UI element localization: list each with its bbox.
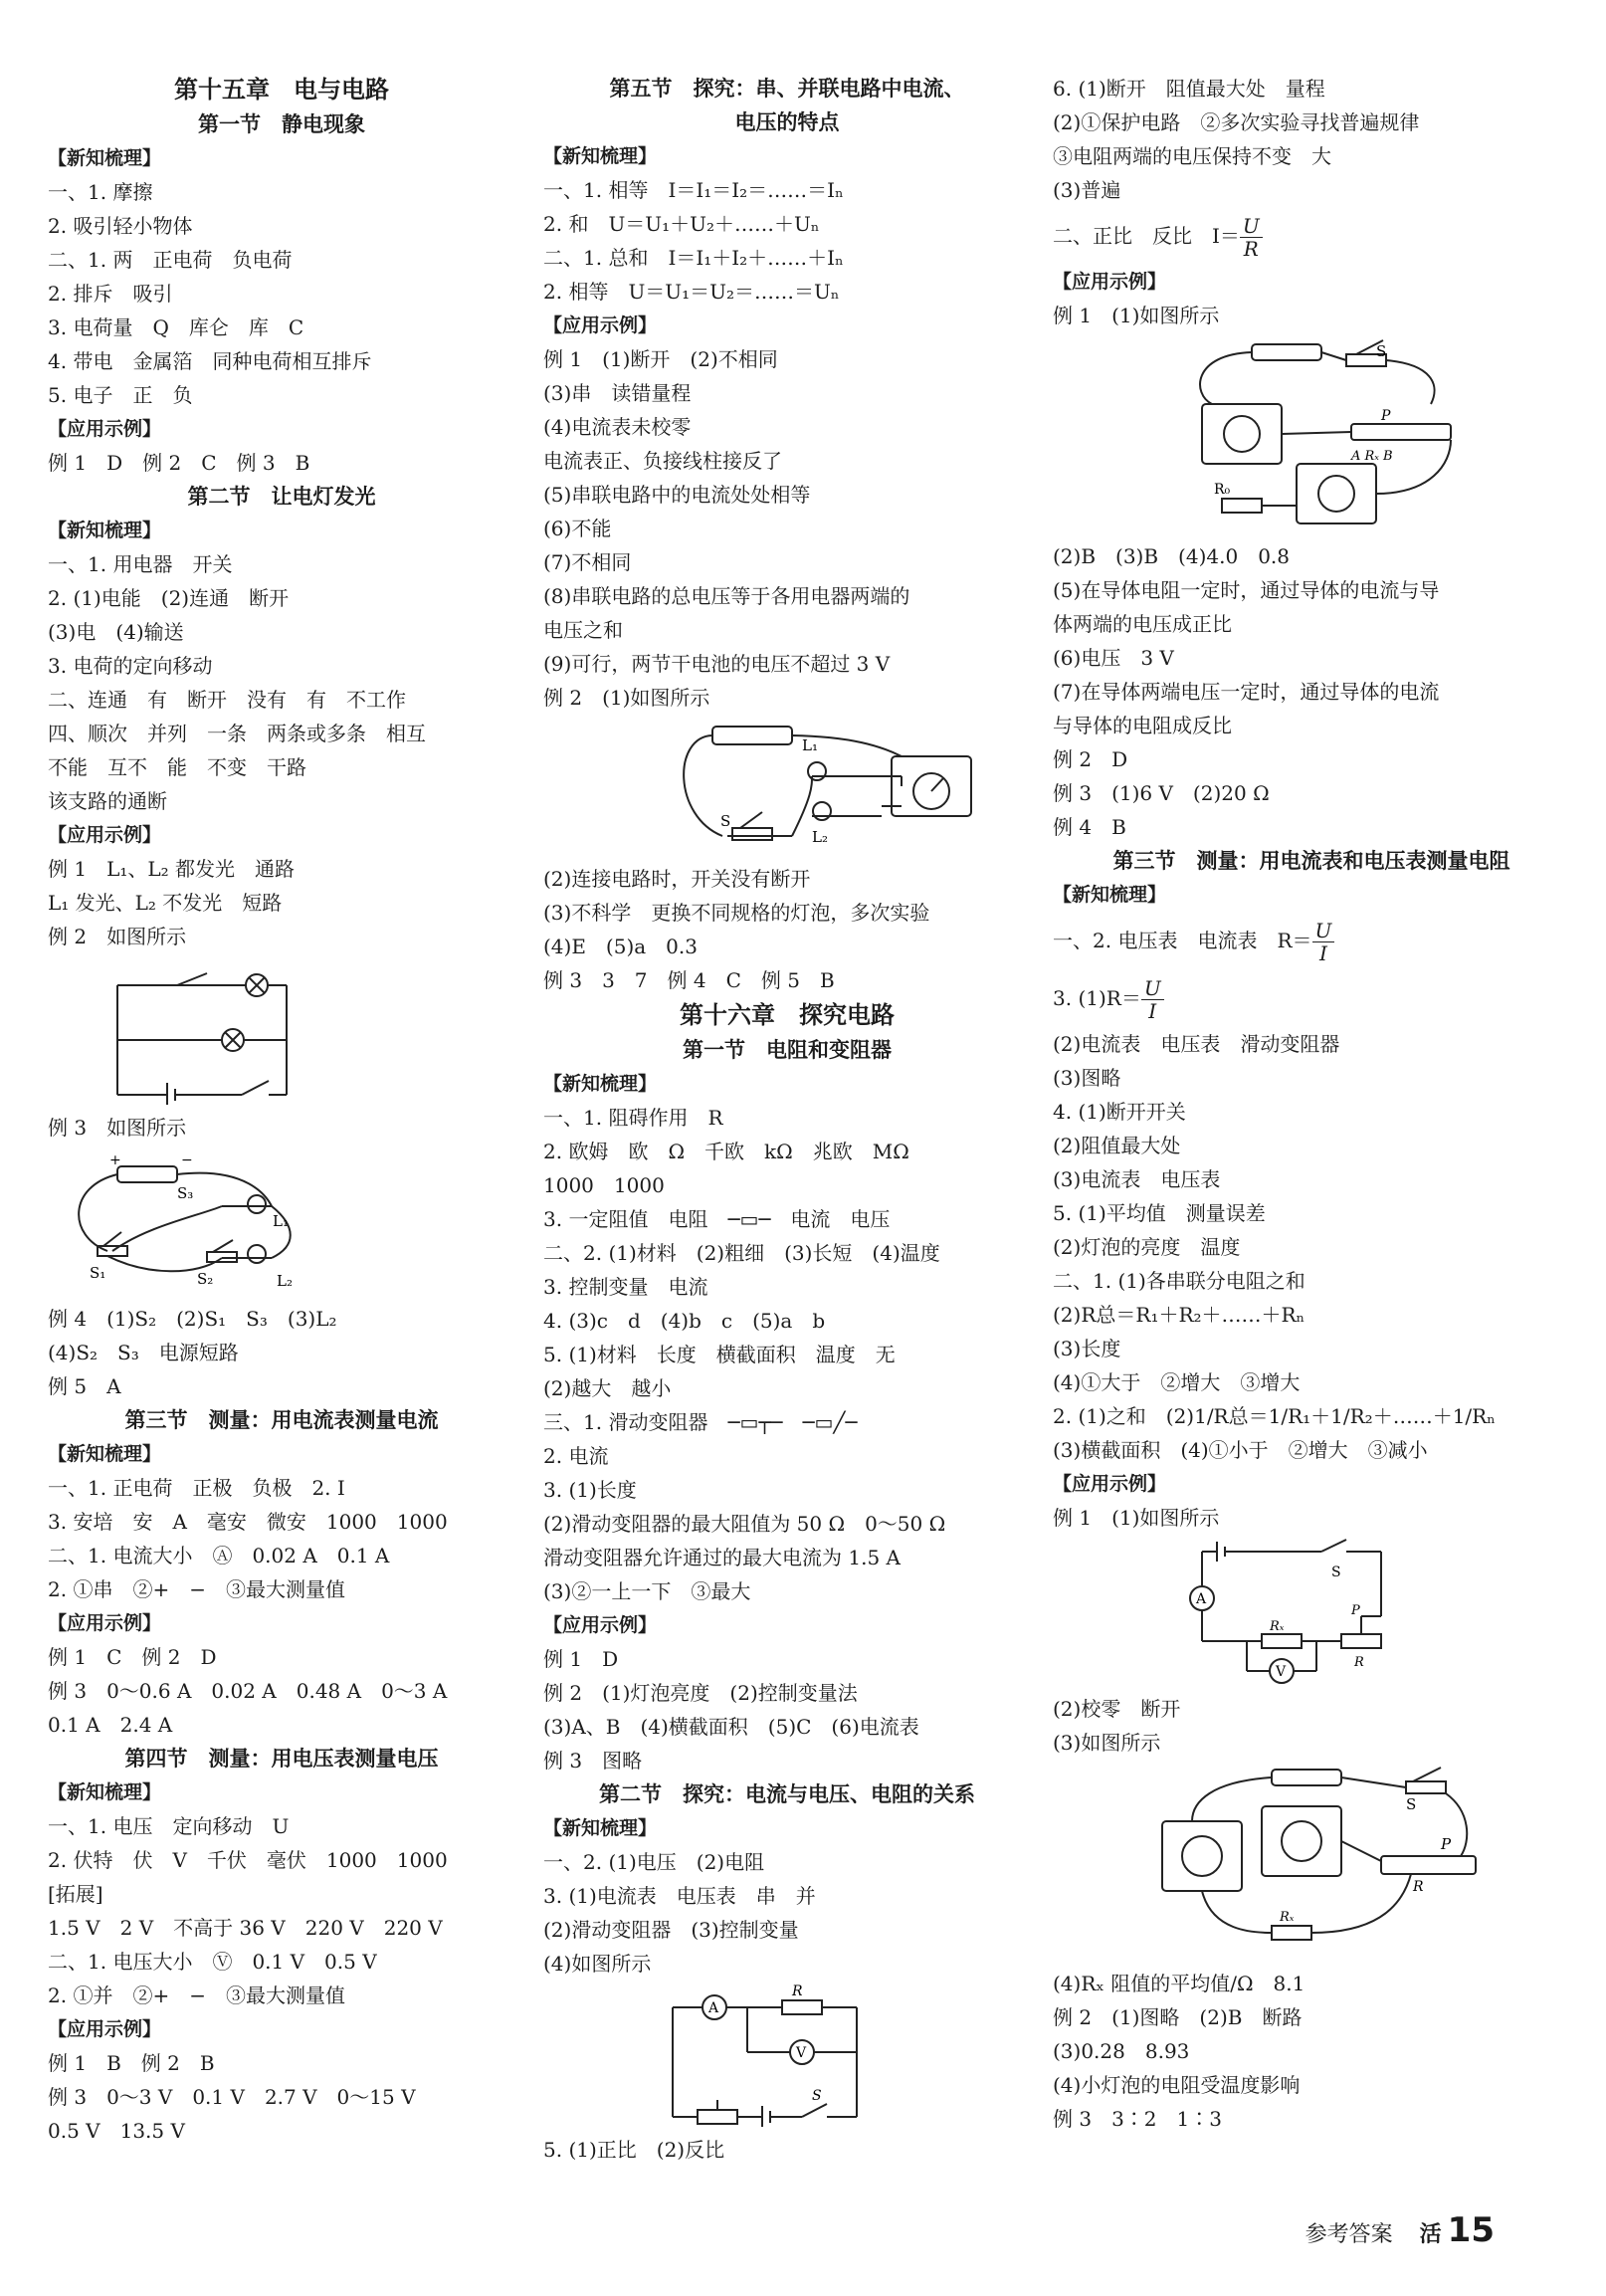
answer-line: 一、1. 相等 I＝I₁＝I₂＝……＝Iₙ	[543, 178, 844, 202]
answer-line: 一、2. (1)电压 (2)电阻	[543, 1850, 765, 1874]
svg-text:Rₓ: Rₓ	[1270, 1619, 1285, 1634]
answer-line: (2)电流表 电压表 滑动变阻器	[1053, 1032, 1340, 1056]
answer-line: (3)A、B (4)横截面积 (5)C (6)电流表	[543, 1715, 919, 1739]
section-tag: 【新知梳理】	[543, 1073, 658, 1095]
denominator: R	[1243, 237, 1259, 261]
svg-text:P: P	[1441, 1835, 1452, 1853]
section-tag: 【新知梳理】	[48, 147, 162, 169]
svg-text:L₁: L₁	[802, 736, 818, 754]
answer-line: 2. 排斥 吸引	[48, 282, 173, 306]
answer-line: 二、2. (1)材料 (2)粗细 (3)长短 (4)温度	[543, 1241, 940, 1265]
circuit-diagram	[48, 1147, 515, 1296]
section-title: 第二节 探究：电流与电压、电阻的关系	[599, 1782, 975, 1806]
svg-text:V: V	[796, 2045, 807, 2061]
answer-line: 电压之和	[543, 618, 623, 642]
answer-line: 2. 伏特 伏 V 千伏 毫伏 1000 1000	[48, 1848, 448, 1872]
answer-line: 一、1. 阻碍作用 R	[543, 1106, 723, 1130]
answer-line: 二、1. (1)各串联分电阻之和	[1053, 1269, 1305, 1293]
svg-text:S: S	[1406, 1795, 1417, 1813]
answer-line: 例 3 0～3 V 0.1 V 2.7 V 0～15 V	[48, 2085, 416, 2109]
footer-label: 参考答案	[1305, 2222, 1393, 2247]
answer-line: 例 1 (1)如图所示	[1053, 304, 1220, 327]
denominator: I	[1318, 941, 1327, 965]
page-number: 15	[1447, 2210, 1495, 2250]
answer-line: 一、1. 正电荷 正极 负极 2. I	[48, 1476, 345, 1500]
svg-text:−: −	[181, 1152, 193, 1168]
circuit-diagram	[653, 1983, 1031, 2127]
answer-line: 例 1 L₁、L₂ 都发光 通路	[48, 857, 296, 881]
circuit-diagram	[653, 717, 1031, 856]
chapter-title: 第十六章 探究电路	[680, 1001, 895, 1029]
answer-line: 二、连通 有 断开 没有 有 不工作	[48, 688, 406, 712]
answer-line: 例 1 D 例 2 C 例 3 B	[48, 451, 310, 475]
answer-line: (3)横截面积 (4)①小于 ②增大 ③减小	[1053, 1438, 1428, 1462]
answer-line: 2. 和 U＝U₁＋U₂＋……＋Uₙ	[543, 212, 820, 236]
answer-line: (2)滑动变阻器 (3)控制变量	[543, 1918, 799, 1942]
answer-line: 4. (3)c d (4)b c (5)a b	[543, 1309, 826, 1333]
answer-line: 5. 电子 正 负	[48, 383, 193, 407]
answer-line: 5. (1)材料 长度 横截面积 温度 无	[543, 1343, 896, 1366]
fraction	[1141, 977, 1164, 1022]
answer-line: 例 2 (1)如图所示	[543, 686, 710, 710]
answer-line: 1.5 V 2 V 不高于 36 V 220 V 220 V	[48, 1916, 443, 1940]
answer-line: 一、1. 用电器 开关	[48, 552, 233, 576]
answer-line: 二、1. 电压大小 Ⓥ 0.1 V 0.5 V	[48, 1950, 377, 1974]
answer-line: 二、1. 两 正电荷 负电荷	[48, 248, 293, 272]
page-footer	[1305, 2210, 1495, 2250]
answer-line: 2. (1)之和 (2)1/R总＝1/R₁＋1/R₂＋……＋1/Rₙ	[1053, 1404, 1496, 1428]
answer-line: 3. 控制变量 电流	[543, 1275, 708, 1299]
footer-prefix: 活	[1419, 2222, 1442, 2247]
section-title: 第四节 测量：用电压表测量电压	[124, 1747, 439, 1771]
answer-line: 例 3 0～0.6 A 0.02 A 0.48 A 0～3 A	[48, 1679, 448, 1703]
fraction	[1312, 920, 1335, 964]
answer-line: 与导体的电阻成反比	[1053, 714, 1232, 737]
circuit-diagram	[1152, 1762, 1570, 1961]
numerator: U	[1312, 920, 1335, 942]
answer-line: 例 3 如图所示	[48, 1116, 187, 1140]
section-title: 第五节 探究：串、并联电路中电流、	[609, 77, 965, 101]
answer-line: 2. 欧姆 欧 Ω 千欧 kΩ 兆欧 MΩ	[543, 1140, 909, 1163]
answer-line: (4)S₂ S₃ 电源短路	[48, 1341, 239, 1364]
answer-line: (2)校零 断开	[1053, 1697, 1181, 1721]
answer-line: 四、顺次 并列 一条 两条或多条 相互	[48, 722, 426, 745]
answer-line: 例 1 C 例 2 D	[48, 1645, 217, 1669]
answer-line: 一、1. 摩擦	[48, 180, 153, 204]
section-tag: 【应用示例】	[543, 314, 658, 336]
answer-line: 0.1 A 2.4 A	[48, 1713, 173, 1737]
answer-line: (4)如图所示	[543, 1952, 652, 1976]
svg-text:R: R	[1354, 1655, 1364, 1670]
section-tag: 【新知梳理】	[1053, 884, 1167, 906]
section-tag: 【应用示例】	[48, 1612, 162, 1634]
answer-line: (4)①大于 ②增大 ③增大	[1053, 1370, 1301, 1394]
answer-line: 电流表正、负接线柱接反了	[543, 449, 782, 473]
answer-line: 例 5 A	[48, 1374, 121, 1398]
answer-line: (5)在导体电阻一定时，通过导体的电流与导	[1053, 578, 1440, 602]
answer-line: (4)小灯泡的电阻受温度影响	[1053, 2073, 1301, 2097]
section-tag: 【应用示例】	[1053, 271, 1167, 293]
answer-line: 例 3 3 7 例 4 C 例 5 B	[543, 968, 835, 992]
answer-line: (2)R总＝R₁＋R₂＋……＋Rₙ	[1053, 1303, 1305, 1327]
svg-text:A: A	[1196, 1591, 1207, 1607]
denominator: I	[1148, 999, 1157, 1023]
answer-line: 3. 安培 安 A 毫安 微安 1000 1000	[48, 1510, 448, 1534]
answer-line: 例 4 B	[1053, 815, 1126, 839]
svg-text:A Rₓ B: A Rₓ B	[1351, 449, 1393, 464]
svg-text:R: R	[792, 1983, 803, 1999]
answer-line: 滑动变阻器允许通过的最大电流为 1.5 A	[543, 1546, 901, 1569]
answer-line: 该支路的通断	[48, 789, 167, 813]
answer-line: 一、1. 电压 定向移动 U	[48, 1814, 290, 1838]
answer-line: 3. 一定阻值 电阻 ─▭─ 电流 电压	[543, 1207, 891, 1231]
answer-line: (3)普遍	[1053, 178, 1121, 202]
answer-line: 例 2 如图所示	[48, 925, 187, 948]
answer-line: 0.5 V 13.5 V	[48, 2119, 185, 2143]
svg-text:S: S	[720, 812, 731, 830]
section-title: 第二节 让电灯发光	[187, 485, 376, 509]
svg-text:P: P	[1351, 1603, 1360, 1618]
svg-text:A: A	[708, 2000, 719, 2016]
section-tag: 【应用示例】	[48, 2018, 162, 2040]
svg-text:+: +	[109, 1152, 121, 1168]
answer-line: (9)可行，两节干电池的电压不超过 3 V	[543, 652, 891, 676]
answer-line: (3)图略	[1053, 1066, 1121, 1090]
section-tag: 【应用示例】	[48, 824, 162, 846]
answer-line: (8)串联电路的总电压等于各用电器两端的	[543, 584, 910, 608]
section-title: 电压的特点	[734, 110, 840, 134]
answer-line: (5)串联电路中的电流处处相等	[543, 483, 811, 507]
answer-line: 4. 带电 金属箔 同种电荷相互排斥	[48, 349, 372, 373]
answer-line: 5. (1)平均值 测量误差	[1053, 1201, 1266, 1225]
svg-text:S: S	[812, 2088, 822, 2104]
svg-text:Rₓ: Rₓ	[1280, 1910, 1295, 1925]
circuit-diagram	[1152, 1537, 1570, 1686]
formula-prefix: 一、2. 电压表 电流表 R＝	[1053, 929, 1312, 952]
formula-prefix: 3. (1)R＝	[1053, 986, 1141, 1010]
section-tag: 【应用示例】	[48, 418, 162, 440]
answer-line: (7)不相同	[543, 550, 632, 574]
answer-line: 例 4 (1)S₂ (2)S₁ S₃ (3)L₂	[48, 1307, 337, 1331]
numerator: U	[1240, 215, 1263, 238]
svg-text:P: P	[1381, 408, 1391, 424]
answer-line: (4)Rₓ 阻值的平均值/Ω 8.1	[1053, 1972, 1305, 1995]
answer-line: (2)滑动变阻器的最大阻值为 50 Ω 0～50 Ω	[543, 1512, 946, 1536]
answer-line: 二、1. 总和 I＝I₁＋I₂＋……＋Iₙ	[543, 246, 844, 270]
answer-line: 2. ①并 ②+ − ③最大测量值	[48, 1983, 345, 2007]
svg-text:L₁: L₁	[273, 1212, 289, 1230]
answer-line: (3)如图所示	[1053, 1731, 1161, 1755]
answer-line: (2)B (3)B (4)4.0 0.8	[1053, 544, 1290, 568]
answer-line: (3)长度	[1053, 1337, 1121, 1360]
answer-line: (2)连接电路时，开关没有断开	[543, 867, 811, 891]
answer-line: 二、1. 电流大小 Ⓐ 0.02 A 0.1 A	[48, 1544, 390, 1567]
answer-line: [拓展]	[48, 1882, 103, 1906]
answer-column-1	[48, 72, 515, 2148]
chapter-title: 第十五章 电与电路	[174, 76, 389, 104]
svg-text:R: R	[1413, 1879, 1424, 1895]
answer-line: (3)0.28 8.93	[1053, 2039, 1190, 2063]
svg-text:S: S	[1331, 1565, 1341, 1580]
answer-line: 3. 电荷量 Q 库仑 库 C	[48, 315, 304, 339]
answer-line: 4. (1)断开开关	[1053, 1100, 1186, 1124]
answer-line: (3)电流表 电压表	[1053, 1167, 1221, 1191]
section-tag: 【应用示例】	[543, 1614, 658, 1636]
answer-line: (2)①保护电路 ②多次实验寻找普遍规律	[1053, 110, 1420, 134]
answer-column-3	[1053, 72, 1570, 2136]
section-tag: 【新知梳理】	[48, 1443, 162, 1465]
answer-line: (3)串 读错量程	[543, 381, 692, 405]
answer-line: 2. ①串 ②+ − ③最大测量值	[48, 1577, 345, 1601]
answer-line: (4)电流表未校零	[543, 415, 692, 439]
answer-line: L₁ 发光、L₂ 不发光 短路	[48, 891, 283, 915]
answer-line: 例 1 (1)如图所示	[1053, 1506, 1220, 1530]
answer-line: (2)阻值最大处	[1053, 1134, 1181, 1157]
answer-line: (6)电压 3 V	[1053, 646, 1174, 670]
answer-line: 2. 电流	[543, 1444, 609, 1468]
answer-line: 例 3 图略	[543, 1749, 643, 1773]
answer-line: (2)灯泡的亮度 温度	[1053, 1235, 1241, 1259]
section-title: 第三节 测量：用电流表测量电流	[124, 1408, 439, 1432]
answer-line: 例 3 (1)6 V (2)20 Ω	[1053, 781, 1270, 805]
answer-line: 例 2 D	[1053, 747, 1128, 771]
answer-line: (2)越大 越小	[543, 1376, 672, 1400]
answer-line: (3)②一上一下 ③最大	[543, 1579, 751, 1603]
section-tag: 【新知梳理】	[48, 520, 162, 541]
answer-line	[1053, 912, 1570, 969]
svg-text:L₂: L₂	[277, 1272, 293, 1290]
numerator: U	[1141, 977, 1164, 1000]
answer-line: 体两端的电压成正比	[1053, 612, 1232, 636]
answer-line: 2. 吸引轻小物体	[48, 214, 193, 238]
section-tag: 【新知梳理】	[48, 1781, 162, 1803]
section-title: 第一节 电阻和变阻器	[683, 1038, 892, 1062]
circuit-diagram	[48, 955, 515, 1105]
fraction	[1240, 215, 1263, 260]
svg-text:V: V	[1276, 1664, 1287, 1680]
svg-text:S₂: S₂	[197, 1270, 214, 1288]
answer-line: 6. (1)断开 阻值最大处 量程	[1053, 77, 1325, 101]
formula-prefix: 二、正比 反比 I＝	[1053, 224, 1240, 248]
answer-line: 例 2 (1)图略 (2)B 断路	[1053, 2005, 1303, 2029]
circuit-diagram	[1152, 334, 1570, 533]
answer-line: 例 3 3∶2 1∶3	[1053, 2107, 1222, 2131]
answer-line	[1053, 207, 1570, 265]
answer-line: (4)E (5)a 0.3	[543, 935, 698, 958]
section-tag: 【应用示例】	[1053, 1473, 1167, 1495]
answer-line: 例 1 (1)断开 (2)不相同	[543, 347, 778, 371]
answer-line: (3)电 (4)输送	[48, 620, 184, 644]
answer-line	[1053, 969, 1570, 1027]
svg-text:S: S	[1376, 342, 1387, 360]
svg-text:S₁: S₁	[90, 1264, 106, 1282]
section-tag: 【新知梳理】	[543, 1817, 658, 1839]
svg-text:R₀: R₀	[1214, 482, 1231, 498]
answer-column-2	[543, 72, 1031, 2167]
answer-line: 5. (1)正比 (2)反比	[543, 2138, 725, 2162]
svg-text:L₂: L₂	[812, 828, 828, 846]
answer-line: (6)不能	[543, 517, 612, 540]
section-title: 第一节 静电现象	[198, 112, 365, 136]
answer-line: 2. 相等 U＝U₁＝U₂＝……＝Uₙ	[543, 280, 840, 304]
section-title: 第三节 测量：用电流表和电压表测量电阻	[1112, 849, 1510, 873]
answer-line: 例 1 B 例 2 B	[48, 2051, 215, 2075]
answer-line: (3)不科学 更换不同规格的灯泡，多次实验	[543, 901, 930, 925]
svg-text:S₃: S₃	[177, 1184, 194, 1202]
answer-line: 2. (1)电能 (2)连通 断开	[48, 586, 290, 610]
answer-line: 例 1 D	[543, 1647, 619, 1671]
answer-line: 3. (1)长度	[543, 1478, 637, 1502]
answer-line: 例 2 (1)灯泡亮度 (2)控制变量法	[543, 1681, 858, 1705]
section-tag: 【新知梳理】	[543, 145, 658, 167]
answer-line: 3. 电荷的定向移动	[48, 654, 213, 678]
answer-line: 三、1. 滑动变阻器 ─▭┬─ ─▭╱─	[543, 1410, 858, 1434]
answer-line: 1000 1000	[543, 1173, 665, 1197]
answer-line: 不能 互不 能 不变 干路	[48, 755, 306, 779]
answer-line: 3. (1)电流表 电压表 串 并	[543, 1884, 816, 1908]
answer-line: (7)在导体两端电压一定时，通过导体的电流	[1053, 680, 1440, 704]
answer-line: ③电阻两端的电压保持不变 大	[1053, 144, 1331, 168]
